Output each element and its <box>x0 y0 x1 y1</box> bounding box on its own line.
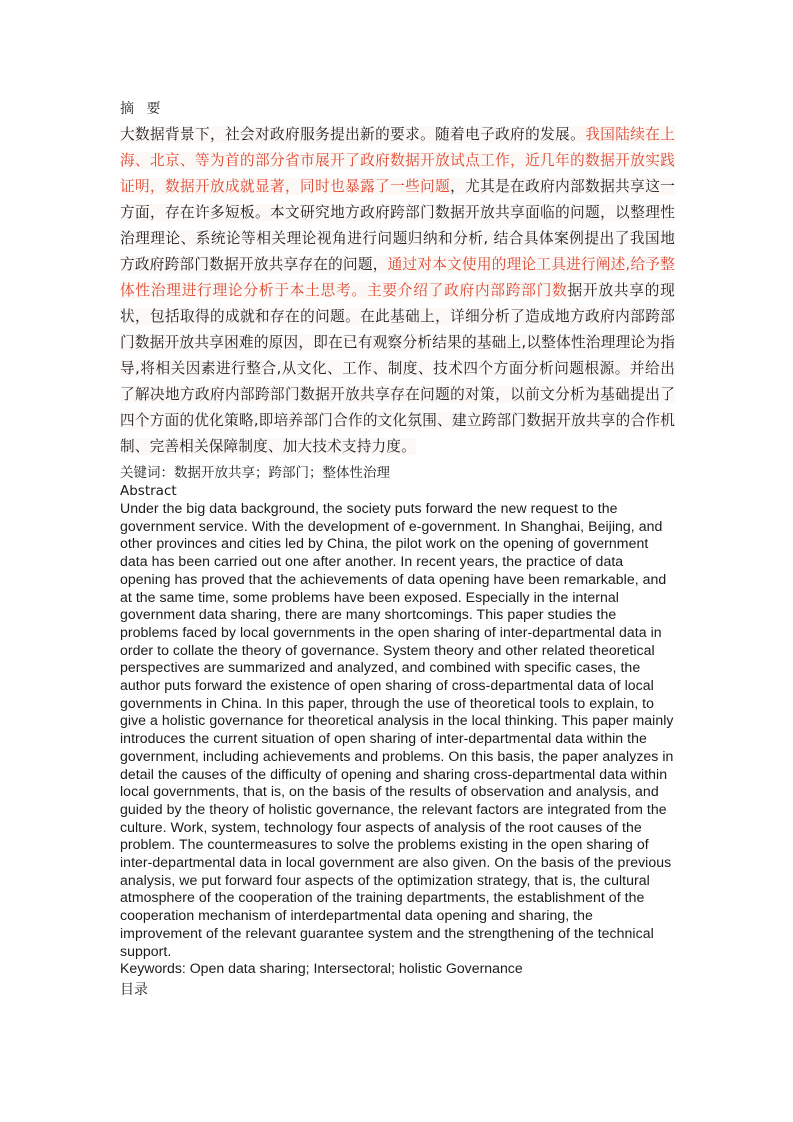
abstract-segment: 据开放共享的现状，包括取得的成就和存在的问题。在此基础上，详细分析了造成地方政府内部跨部门数据开放共享困难的原因，即在已有观察分析结果的基础上,以整体性治理理论为指导,将相关因素进行整合,从文化、工作、制度、技术四个方面分析问题根源。并给出了解决地方政府内部跨部门数据开放共享存在问题的对策，以前文分析为基础提出了四个方面的优化策略,即培养部门合作的文化氛围、建立跨部门数据开放共享的合作机制、完善相关保障制度、加大技术支持力度。 <box>120 282 675 455</box>
english-keywords: Keywords: Open data sharing; Intersectoral; holistic Governance <box>120 960 523 977</box>
abstract-segment: ，尤其是在政府内部数据共享这一方面，存在许多短板。本文研究地方政府跨部门数据开放共享面临的问题，以整理性治理理论、系统论等相关理论视角进行问题归纳和分析, 结合具体案例提出了我国地方政府跨部门数据开放共享存在的问题， <box>120 178 675 273</box>
english-abstract-heading: Abstract <box>120 483 177 499</box>
document-page <box>120 100 675 1000</box>
table-of-contents-heading: 目录 <box>120 981 148 998</box>
abstract-segment-highlighted: 我国陆续在上海、北京、等为首的部分省市展开了政府数据开放试点工作，近几年的数据开放实践证明，数据开放成就显著，同时也暴露了一些问题 <box>120 126 676 195</box>
english-abstract: Under the big data background, the society puts forward the new request to the government service. With the development of e-government. In Shanghai, Beijing, and other provinces and cities led by China, the pilot work on the opening of government data has been carried out one after another. In recent years, the practice of data opening has proved that the achievements of data opening have been remarkable, and at the same time, some problems have been exposed. Especially in the internal government data sharing, there are many shortcomings. This paper studies the problems faced by local governments in the open sharing of inter-departmental data in order to collate the theory of governance. System theory and other related theoretical perspectives are summarized and analyzed, and combined with specific cases, the author puts forward the existence of open sharing of cross-departmental data of local governments in China. In this paper, through the use of theoretical tools to explain, to give a holistic governance for theoretical analysis in the local thinking. This paper mainly introduces the current situation of open sharing of inter-departmental data within the government, including achievements and problems. On this basis, the paper analyzes in detail the causes of the difficulty of opening and sharing cross-departmental data within local governments, that is, on the basis of the results of observation and analysis, and guided by the theory of holistic governance, the relevant factors are integrated from the culture. Work, system, technology four aspects of analysis of the root causes of the problem. The countermeasures to solve the problems existing in the open sharing of inter-departmental data in local government are also given. On the basis of the previous analysis, we put forward four aspects of the optimization strategy, that is, the cultural atmosphere of the cooperation of the training departments, the establishment of the cooperation mechanism of interdepartmental data opening and sharing, the improvement of the relevant guarantee system and the strengthening of the technical support. <box>120 500 674 959</box>
chinese-keywords: 关键词：数据开放共享；跨部门；整体性治理 <box>120 465 390 481</box>
chinese-abstract <box>120 122 675 460</box>
chinese-abstract-heading: 摘 要 <box>120 101 165 117</box>
abstract-segment: 大数据背景下，社会对政府服务提出新的要求。随着电子政府的发展。 <box>120 126 586 143</box>
abstract-segment-highlighted: 通过对本文使用的理论工具进行阐述,给予整体性治理进行理论分析于本土思考。主要介绍了政府内部跨部门数 <box>120 256 676 299</box>
